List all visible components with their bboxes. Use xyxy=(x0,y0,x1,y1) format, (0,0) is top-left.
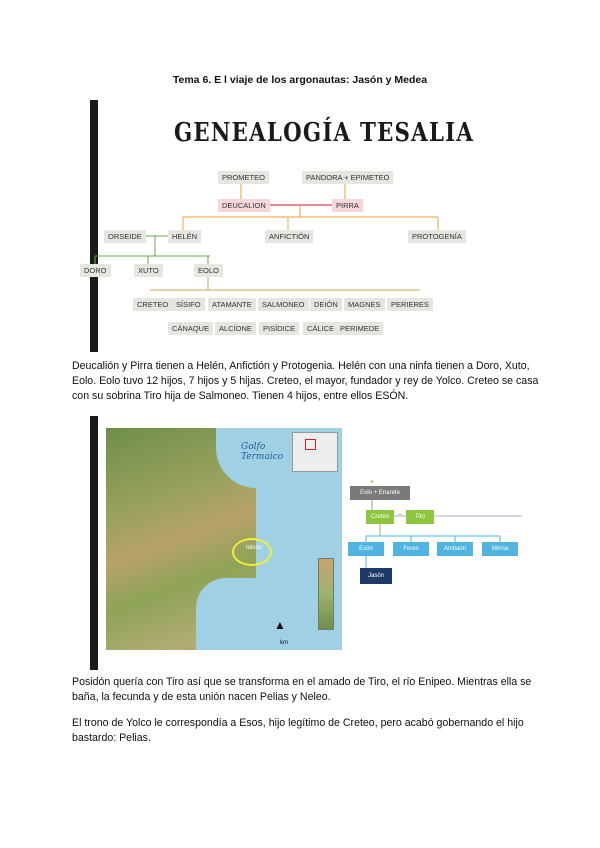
tree-jason: Jasón xyxy=(360,568,392,584)
gen-atamante: ATAMANTE xyxy=(208,298,256,311)
tree-feres: Feres xyxy=(393,542,429,556)
gen-pisidice: PISÍDICE xyxy=(259,322,299,335)
gen-canaque: CÁNAQUE xyxy=(168,322,213,335)
tree-tiro: Tiro xyxy=(406,510,434,524)
gen-deucalion: DEUCALION xyxy=(218,199,270,212)
gulf-label: Golfo Termaico xyxy=(241,442,284,462)
gen-salmoneo: SALMONEO xyxy=(258,298,309,311)
gen-pandora-epimeteo: PANDORA + EPIMETEO xyxy=(302,171,393,184)
gen-pirra: PIRRA xyxy=(332,199,363,212)
gen-eolo: EOLO xyxy=(194,264,223,277)
gen-magnes: MAGNES xyxy=(344,298,385,311)
genealogy-heading: GENEALOGÍA TESALIA xyxy=(174,118,475,148)
tree-amitaon: Amitaón xyxy=(437,542,473,556)
gen-orseide: ORSEIDE xyxy=(104,230,146,243)
paragraph-throne: El trono de Yolco le correspondía a Esos, hijo legítimo de Creteo, pero acabó gobernando el hijo bastardo: Pelias. xyxy=(72,717,524,744)
iolcos-label: Iolcos xyxy=(246,545,262,551)
gen-prometeo: PROMETEO xyxy=(218,171,269,184)
page-title: Tema 6. E l viaje de los argonautas: Jasón y Medea xyxy=(172,74,428,86)
gen-creteo: CRETEO xyxy=(133,298,172,311)
gen-perieres: PERIERES xyxy=(387,298,433,311)
gen-protogenia: PROTOGENÍA xyxy=(408,230,466,243)
gen-doro: DORO xyxy=(80,264,111,277)
paragraph-poseidon: Posidón quería con Tiro así que se transforma en el amado de Tiro, el río Enipeo. Mientras ella se baña, la fecunda y de esta unión nacen Pelias y Neleo. xyxy=(72,676,532,703)
gen-deion: DEIÓN xyxy=(310,298,342,311)
tree-eolo-enarete: Eolo + Enarete xyxy=(350,486,410,500)
paragraph-genealogy: Deucalión y Pirra tienen a Helén, Anfictión y Protogenia. Helén con una ninfa tienen a Doro, Xuto, Eolo. Eolo tuvo 12 hijos, 7 hijos y 5 hijas. Creteo, el mayor, fundador y rey de Yolco. Creteo se casa con su sobrina Tiro hija de Salmoneo. Tienen 4 hijos, entre ellos ESÓN. xyxy=(72,360,539,402)
scale-label: km xyxy=(280,640,288,646)
tree-creteo: Creteo xyxy=(366,510,394,524)
gen-sisifo: SÍSIFO xyxy=(172,298,205,311)
gen-xuto: XUTO xyxy=(134,264,163,277)
gen-anfiction: ANFICTIÓN xyxy=(265,230,313,243)
tree-mirina: Mirina xyxy=(482,542,518,556)
tree-eson: Esón xyxy=(348,542,384,556)
gen-perimede: PERIMEDE xyxy=(336,322,383,335)
gen-alcione: ALCÍONE xyxy=(215,322,256,335)
gen-helen: HELÉN xyxy=(168,230,201,243)
gen-calice: CÁLICE xyxy=(303,322,338,335)
north-arrow-icon: ▲ xyxy=(274,618,286,632)
